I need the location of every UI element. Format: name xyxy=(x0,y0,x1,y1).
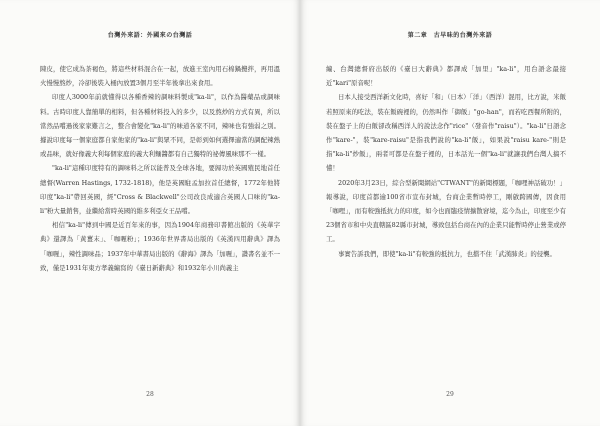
right-page xyxy=(300,0,600,426)
right-running-header: 第二章 古早味的台灣外來語 xyxy=(407,32,493,39)
right-paragraph-2: 日本人接受西洋新文化時，喜好「和」（日本）「洋」（西洋）混用，比方說，米飯若照原來的吃法，裝在飯碗裡的，仍然叫作「御飯」"go-han"，而若吃西餐所附的，裝在盤子上的白飯卻改稱西洋人的說法念作"rice"（發音作"raisu"）。"ka-li"日語念作"kare-"，裝"kare-raisu"是指我們說的"ka-li"飯」，如果說"raisu kare-"則是指"ka-li"炒飯」，兩者可都是在盤子裡的，日本話光一個"ka-li"就讓我們台灣人搞不懂！ xyxy=(326,93,566,173)
left-paragraph-4: 相信"ka-li"傳到中國是近百年來的事，因為1904年商務印書館出版的《英華字典》還譯為「黃薑末」、「咖喱粉」；1936年世界書局出版的《英漢四用辭典》譯為「咖喱」，辣性調味品；1937年中華書局出版的《辭海》譯為「加喱」，讚書名並不一致，僅是1931年東方孝義編寫的《臺日新辭典》和1932年小川尚義主 xyxy=(40,221,280,272)
left-page-number: 28 xyxy=(146,391,154,398)
right-paragraph-3: 2020年3月23日，綜合型新聞網站"CTWANT"的新聞標題，「咖哩神話破功！」報導說，印度首都逾100省市宣布封城，台商企業暫時停工，剛啟跨國傳，因食用「咖哩」，而有較強抵抗力的印度，如今也面臨疫情擴散窘境，迄今為止，印度至少有23個省市和中央直轄區82縣市封城，導致包括台商在內的企業只能暫時停止營業或停工。 xyxy=(326,178,566,244)
left-running-header: 台灣外來語：外國來の台灣話 xyxy=(107,32,193,39)
right-paragraph-1: 編、台灣總督府出版的《臺日大辭典》都譯成「加里」"ka-li"，用台語念最接近"kari"原音呢！ xyxy=(326,65,566,88)
right-body-text xyxy=(326,62,566,261)
left-paragraph-2: 印度人3000年前就懂得以各種香辣的調味料製成"ka-li"，以作為醫藥品或調味料。古時印度人靠簡單的相料，但各種材料投入的多少，以及熬炒的方式有異，所以當然品嚐過後家家難言之，整合會變化"ka-li"的味道各家不同，辣味也有強弱之別。據說印度每一個家庭都自家他家的"ka-li"與眾不同，是彰到如何選擇適當的調配辣熱或品味，就好像義大利每個家庭的義大利麵醬都有自己獨特的祕傳風味那不一樣。 xyxy=(40,93,280,159)
right-page-number: 29 xyxy=(446,391,454,398)
left-body-text xyxy=(40,62,280,275)
left-paragraph-3: "ka-li"這種印度特有的調味料之所以能普及全球各地，要歸功於英國殖民地首任總督(Warren Hastings, 1732-1818)，他是英國駐孟加拉首任總督，1772年他將印度"ka-li"帶回英國，經"Cross & Blackwell"公司改良成適合英國人口味的"ka-li"粉大量銷售，並繼給當時英國的維多利亞女王品嚐。 xyxy=(40,164,280,216)
right-paragraph-4: 事實告訴我們，即使"ka-li"有較強的抵抗力，也擋不住「武漢肺炎」的侵襲。 xyxy=(338,249,556,258)
left-paragraph-1: 陳皮，使它成為茶褐色，將這些材料混合在一起，放進王室內用石棉鍋攪拌，再用溫火慢慢熬炒，冷卻後裝入桶內放置3個月至半年後拿出來食用。 xyxy=(40,65,280,88)
